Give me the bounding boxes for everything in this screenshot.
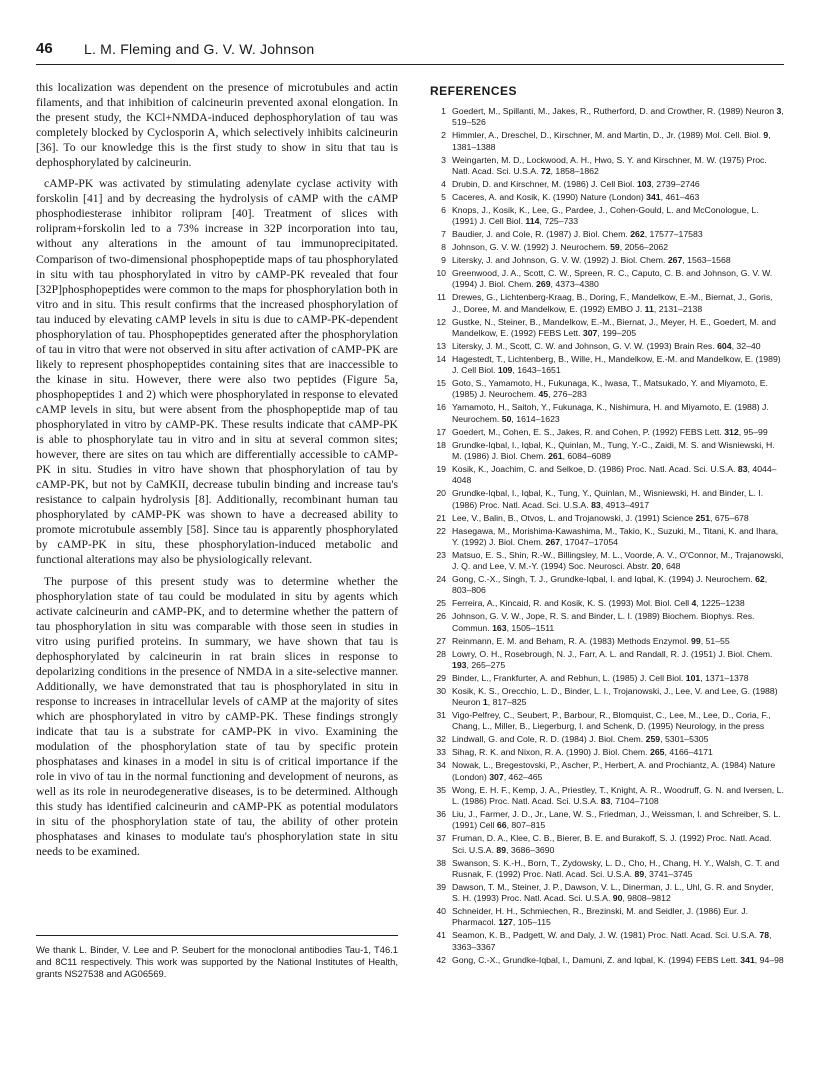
reference-citation: Lowry, O. H., Rosebrough, N. J., Farr, A. L. and Randall, R. J. (1951) J. Biol. Chem. [452,648,773,659]
reference-citation: Gustke, N., Steiner, B., Mandelkow, E.-M., Biernat, J., Meyer, H. E., Goedert, M. and Mandelkow, E. (1992) FEBS Lett. [452,316,776,338]
reference-pages: 3741–3745 [649,868,693,879]
reference-citation: Litersky, J. and Johnson, G. V. W. (1992) J. Biol. Chem. [452,255,666,266]
running-authors: L. M. Fleming and G. V. W. Johnson [84,41,315,57]
reference-pages: 105–115 [517,917,551,928]
reference-volume: 59 [610,242,620,253]
reference-citation: Johnson, G. V. W. (1992) J. Neurochem. [452,242,608,253]
reference-citation: Seamon, K. B., Padgett, W. and Daly, J. W. (1981) Proc. Natl. Acad. Sci. U.S.A. [452,930,757,941]
references-column [426,84,784,968]
reference-pages: 462–465 [508,771,543,782]
reference-citation: Sihag, R. K. and Nixon, R. A. (1990) J. Biol. Chem. [452,747,648,758]
reference-volume: 89 [496,844,507,855]
reference-text: Caceres, A. and Kosik, K. (1990) Nature (London) 341, 461–463 [452,191,700,202]
reference-text: Swanson, S. K.-H., Born, T., Zydowsky, L. D., Cho, H., Chang, H. Y., Walsh, C. T. and Rusnak, F. (1992) Proc. Natl. Acad. Sci. U.S.A. 89, 3741–3745 [452,857,780,879]
reference-volume: 101 [685,672,701,683]
acknowledgements: We thank L. Binder, V. Lee and P. Seubert for the monoclonal antibodies Tau-1, T46.1 and 8C11 respectively. This work was supported by the National Institutes of Health, grants NS27538 and AG06569. [36,935,398,980]
reference-volume: 604 [717,340,732,351]
reference-number: 12 [436,316,446,327]
reference-number: 8 [441,242,446,253]
reference-item [426,526,784,549]
reference-volume: 78 [759,930,770,941]
reference-text: Gong, C.-X., Grundke-Iqbal, I., Damuni, Z. and Iqbal, K. (1994) FEBS Lett. 341, 94–98 [452,954,784,965]
reference-number: 17 [436,426,446,437]
reference-text: Grundke-Iqbal, I., Iqbal, K., Tung, Y., Quinlan, M., Wisniewski, H. and Binder, L. I. (1986) Proc. Natl. Acad. Sci. U.S.A. 83, 4913–4917 [452,488,764,510]
reference-item [426,130,784,153]
reference-volume: 45 [538,389,549,400]
reference-item [426,858,784,881]
reference-item [426,242,784,253]
reference-volume: 62 [755,574,765,585]
reference-pages: 1858–1862 [555,165,599,176]
reference-text: Weingarten, M. D., Lockwood, A. H., Hwo, S. Y. and Kirschner, M. W. (1975) Proc. Natl. Acad. Sci. U.S.A. 72, 1858–1862 [452,154,767,176]
reference-text: Binder, L., Frankfurter, A. and Rebhun, L. (1985) J. Cell Biol. 101, 1371–1378 [452,672,749,683]
reference-item [426,882,784,905]
reference-citation: Litersky, J. M., Scott, C. W. and Johnson, G. V. W. (1993) Brain Res. [452,340,715,351]
reference-citation: Hasegawa, M., Morishima-Kawashima, M., Takio, K., Suzuki, M., Titani, K. and Ihara, Y. (1992) J. Biol. Chem. [452,525,779,547]
reference-pages: 51–55 [705,635,730,646]
reference-citation: Baudier, J. and Cole, R. (1987) J. Biol. Chem. [452,229,628,240]
reference-citation: Hagestedt, T., Lichtenberg, B., Wille, H., Mandelkow, E.-M. and Mandelkow, E. (1989) J. Cell Biol. [452,353,781,376]
reference-volume: 66 [496,820,507,831]
reference-text: Lee, V., Balin, B., Otvos, L. and Trojanowski, J. (1991) Science 251, 675–678 [452,512,749,523]
reference-volume: 341 [740,954,755,965]
reference-volume: 3 [776,106,782,116]
reference-number: 16 [436,402,446,413]
reference-item [426,930,784,953]
reference-citation: Dawson, T. M., Steiner, J. P., Dawson, V. L., Dinerman, J. L., Uhl, G. R. and Snyder, S. H. (1993) Proc. Natl. Acad. Sci. U.S.A. [452,881,774,904]
reference-pages: 95–99 [743,426,768,437]
reference-item [426,378,784,401]
reference-citation: Johnson, G. V. W., Jope, R. S. and Binder, L. I. (1989) Biochem. Biophys. Res. Commun. [452,611,755,633]
reference-citation: Lindwall, G. and Cole, R. D. (1984) J. Biol. Chem. [452,734,644,745]
reference-item [426,611,784,634]
reference-text [452,710,784,733]
reference-item [426,760,784,783]
reference-citation: Himmler, A., Dreschel, D., Kirschner, M. and Martin, D., Jr. (1989) Mol. Cell. Biol. [452,130,761,141]
reference-item [426,488,784,511]
reference-citation: Gong, C.-X., Grundke-Iqbal, I., Damuni, Z. and Iqbal, K. (1994) FEBS Lett. [452,954,738,965]
reference-number: 22 [436,525,446,536]
reference-pages: 5301–5305 [664,734,709,745]
reference-number: 15 [436,378,446,389]
reference-text: Drewes, G., Lichtenberg-Kraag, B., Doring, F., Mandelkow, E.-M., Biernat, J., Goris, J., Doree, M. and Mandelkow, E. (1992) EMBO J. 11, 2131–2138 [452,292,773,314]
reference-item [426,598,784,609]
reference-item [426,734,784,745]
reference-citation: Gong, C.-X., Singh, T. J., Grundke-Iqbal, I. and Iqbal, K. (1994) J. Neurochem. [452,574,753,585]
reference-number: 23 [436,549,446,560]
reference-item [426,673,784,684]
reference-number: 34 [436,760,446,771]
reference-pages: 32–40 [736,340,761,351]
reference-text: Sihag, R. K. and Nixon, R. A. (1990) J. Biol. Chem. 265, 4166–4171 [452,747,713,758]
reference-number: 26 [436,611,446,622]
reference-item [426,649,784,672]
reference-citation: Yamamoto, H., Saitoh, Y., Fukunaga, K., Nishimura, H. and Miyamoto, E. (1988) J. Neurochem. [452,402,769,424]
reference-item [426,747,784,758]
reference-volume: 20 [651,561,662,572]
body-text-column [36,80,398,865]
reference-citation: Kosik, K., Joachim, C. and Selkoe, D. (1986) Proc. Natl. Acad. Sci. U.S.A. [452,463,736,474]
reference-text: Liu, J., Farmer, J. D., Jr., Lane, W. S., Friedman, J., Weissman, I. and Schreiber, S. L. (1991) Cell 66, 807–815 [452,808,781,831]
reference-volume: 193 [452,659,467,670]
reference-text: Goedert, M., Cohen, E. S., Jakes, R. and Cohen, P. (1992) FEBS Lett. 312, 95–99 [452,426,768,437]
reference-pages: 94–98 [759,954,784,965]
reference-number: 2 [441,130,446,141]
reference-number: 25 [436,598,446,609]
reference-number: 36 [436,808,446,819]
reference-text: Lindwall, G. and Cole, R. D. (1984) J. Biol. Chem. 259, 5301–5305 [452,734,709,745]
reference-text: Kosik, K., Joachim, C. and Selkoe, D. (1986) Proc. Natl. Acad. Sci. U.S.A. 83, 4044–4048 [452,463,777,486]
reference-volume: 312 [724,426,739,437]
reference-text: Matsuo, E. S., Shin, R.-W., Billingsley, M. L., Voorde, A. V., O'Connor, M., Trajanowski, J. Q. and Lee, V. M.-Y. (1994) Soc. Neurosci. Abstr. 20, 648 [452,549,784,572]
reference-item [426,785,784,808]
reference-citation: Fruman, D. A., Klee, C. B., Bierer, B. E. and Burakoff, S. J. (1992) Proc. Natl. Acad. Sci. U.S.A. [452,833,772,855]
reference-pages: 4373–4380 [555,279,599,290]
reference-pages: 1371–1378 [705,672,749,683]
reference-text: Johnson, G. V. W. (1992) J. Neurochem. 59, 2056–2062 [452,242,669,253]
reference-volume: 269 [536,279,551,290]
reference-citation: Goedert, M., Cohen, E. S., Jakes, R. and Cohen, P. (1992) FEBS Lett. [452,426,722,437]
reference-text: Greenwood, J. A., Scott, C. W., Spreen, R. C., Caputo, C. B. and Johnson, G. V. W. (1994) J. Biol. Chem. 269, 4373–4380 [452,268,773,290]
reference-text: Ferreira, A., Kincaid, R. and Kosik, K. S. (1993) Mol. Biol. Cell 4, 1225–1238 [452,598,745,609]
reference-item [426,106,784,129]
reference-pages: 6084–6089 [567,451,611,461]
reference-volume: 83 [737,463,748,474]
reference-volume: 127 [498,917,513,928]
reference-number: 29 [436,672,446,683]
reference-text: Litersky, J. M., Scott, C. W. and Johnson, G. V. W. (1993) Brain Res. 604, 32–40 [452,340,761,351]
reference-number: 4 [441,178,446,189]
reference-citation: Ferreira, A., Kincaid, R. and Kosik, K. S. (1993) Mol. Biol. Cell [452,598,690,609]
reference-pages: 265–275 [471,659,506,670]
reference-volume: 72 [540,165,551,176]
reference-volume: 9 [763,130,769,141]
reference-volume: 89 [634,868,645,879]
reference-pages: 461–463 [665,191,700,202]
reference-citation: Drubin, D. and Kirschner, M. (1986) J. Cell Biol. [452,178,635,189]
reference-text: Drubin, D. and Kirschner, M. (1986) J. Cell Biol. 103, 2739–2746 [452,178,700,189]
reference-text: Yamamoto, H., Saitoh, Y., Fukunaga, K., Nishimura, H. and Miyamoto, E. (1988) J. Neurochem. 50, 1614–1623 [452,402,769,424]
reference-number: 9 [441,255,446,266]
reference-item [426,636,784,647]
reference-item [426,155,784,178]
reference-text: Gustke, N., Steiner, B., Mandelkow, E.-M., Biernat, J., Meyer, H. E., Goedert, M. and Mandelkow, E. (1992) FEBS Lett. 307, 199–205 [452,316,776,338]
reference-citation: Schneider, H. H., Schmiechen, R., Brezinski, M. and Seidler, J. (1986) Eur. J. Pharmacol. [452,906,748,928]
reference-number: 39 [436,881,446,892]
reference-text: Gong, C.-X., Singh, T. J., Grundke-Iqbal, I. and Iqbal, K. (1994) J. Neurochem. 62, 803–806 [452,574,768,596]
reference-number: 19 [436,463,446,474]
reference-text: Hagestedt, T., Lichtenberg, B., Wille, H., Mandelkow, E.-M. and Mandelkow, E. (1989) J. Cell Biol. 109, 1643–1651 [452,353,781,376]
reference-text: Dawson, T. M., Steiner, J. P., Dawson, V. L., Dinerman, J. L., Uhl, G. R. and Snyder, S. H. (1993) Proc. Natl. Acad. Sci. U.S.A. 90, 9808–9812 [452,881,774,904]
reference-pages: 807–815 [511,820,546,831]
reference-text: Lowry, O. H., Rosebrough, N. J., Farr, A. L. and Randall, R. J. (1951) J. Biol. Chem. 193, 265–275 [452,648,773,670]
reference-number: 27 [436,635,446,646]
reference-item [426,464,784,487]
reference-item [426,955,784,966]
reference-number: 31 [436,710,446,721]
reference-number: 10 [436,268,446,279]
reference-item [426,833,784,856]
reference-citation: Binder, L., Frankfurter, A. and Rebhun, L. (1985) J. Cell Biol. [452,672,684,683]
reference-pages: 7104–7108 [615,796,659,806]
paragraph: cAMP-PK was activated by stimulating adenylate cyclase activity with forskolin [41] and by decreasing the hydrolysis of cAMP with the cAMP phosphodiesterase inhibitor rolipram [40]. Treatment of slices with rolipram+forskolin led to a 73% increase in 32P incorporation into tau, without any alterations in the amount of tau immunoprecipitated. Comparison of two-dimensional phosphopeptide maps of tau phosphorylated in situ with tau phosphorylated in vitro by cAMP-PK revealed that four [32P]phosphopeptides were common to the maps for phosphorylation both in vitro and in situ. This result confirms that the increased phosphorylation of tau induced by elevating cAMP levels in situ is due to cAMP-PK-dependent phosphorylation of tau. Phosphopeptides generated after the phosphorylation of tau in vitro that were not observed in situ after activation of cAMP-PK are likely to represent phosphopeptides containing sites that are inaccessible to the kinase in situ. However, there were also two peptides (Figure 5a, phosphopeptides 1 and 2) which were phosphorylated in response to elevated cAMP levels in situ, but were absent from the phosphopeptide map of tau phosphorylated in vitro by cAMP-PK. These results indicate that cAMP-PK is able to phosphorylate tau in vitro and in situ at several common sites; however, there are sites on tau which are differentially accessible to cAMP-PK in situ. Studies in vitro have shown that phosphorylation of tau by cAMP-PK, but not by CaMKII, decrease tubulin binding and increase tau's resistance to calpain hydrolysis [8]. Additionally, recombinant human tau phosphorylated by cAMP-PK was shown to have a decreased ability to promote microtubule assembly [58]. Since tau is apparently phosphorylated by cAMP-PK in situ, these phosphorylation-induced metabolic and functional alterations may also be physiologically relevant. [36,177,398,567]
reference-number: 30 [436,685,446,696]
reference-text: Goto, S., Yamamoto, H., Fukunaga, K., Iwasa, T., Matsukado, Y. and Miyamoto, E. (1985) J. Neurochem. 45, 276–283 [452,378,768,400]
reference-citation: Weingarten, M. D., Lockwood, A. H., Hwo, S. Y. and Kirschner, M. W. (1975) Proc. Natl. Acad. Sci. U.S.A. [452,154,767,176]
reference-citation: Drewes, G., Lichtenberg-Kraag, B., Doring, F., Mandelkow, E.-M., Biernat, J., Goris, J., Doree, M. and Mandelkow, E. (1992) EMBO J. [452,292,773,314]
reference-item [426,686,784,709]
reference-text: Kosik, K. S., Orecchio, L. D., Binder, L. I., Trojanowski, J., Lee, V. and Lee, G. (1988) Neuron 1, 817–825 [452,685,778,708]
reference-item [426,354,784,377]
reference-text: Hasegawa, M., Morishima-Kawashima, M., Takio, K., Suzuki, M., Titani, K. and Ihara, Y. (1992) J. Biol. Chem. 267, 17047–17054 [452,525,779,547]
reference-item [426,341,784,352]
reference-volume: 262 [630,229,645,240]
reference-volume: 50 [501,413,512,424]
reference-pages: 1381–1388 [452,141,496,152]
reference-volume: 259 [645,734,661,745]
reference-item [426,402,784,425]
reference-number: 14 [436,353,446,364]
reference-item [426,427,784,438]
reference-number: 33 [436,747,446,758]
reference-pages: 2056–2062 [624,242,669,253]
reference-citation: Liu, J., Farmer, J. D., Jr., Lane, W. S., Friedman, J., Weissman, I. and Schreiber, S. L. (1991) Cell [452,808,781,831]
reference-citation: Greenwood, J. A., Scott, C. W., Spreen, R. C., Caputo, C. B. and Johnson, G. V. W. (1994) J. Biol. Chem. [452,268,773,290]
reference-pages: 2739–2746 [656,178,700,189]
reference-item [426,255,784,266]
reference-item [426,205,784,228]
reference-pages: 17577–17583 [649,229,703,240]
running-header [36,40,784,65]
reference-number: 40 [436,906,446,917]
reference-citation: Grundke-Iqbal, I., Iqbal, K., Quinlan, M., Tung, Y.-C., Zaidi, M. S. and Wisniewski, H. M. (1986) J. Biol. Chem. [452,439,775,461]
reference-pages: 1614–1623 [516,413,560,424]
reference-volume: 265 [649,747,665,758]
reference-pages: 3363–3367 [452,941,496,952]
reference-citation: Kosik, K. S., Orecchio, L. D., Binder, L. I., Trojanowski, J., Lee, V. and Lee, G. (1988) Neuron [452,685,778,708]
reference-item [426,292,784,315]
reference-citation: Swanson, S. K.-H., Born, T., Zydowsky, L. D., Cho, H., Chang, H. Y., Walsh, C. T. and Rusnak, F. (1992) Proc. Natl. Acad. Sci. U.S.A. [452,857,780,879]
reference-text: Schneider, H. H., Schmiechen, R., Brezinski, M. and Seidler, J. (1986) Eur. J. Pharmacol. 127, 105–115 [452,906,748,928]
reference-item [426,229,784,240]
reference-pages: 4044–4048 [452,463,777,486]
reference-number: 24 [436,574,446,585]
reference-text: Johnson, G. V. W., Jope, R. S. and Binder, L. I. (1989) Biochem. Biophys. Res. Commun. 163, 1505–1511 [452,611,755,633]
reference-pages: 519–526 [452,117,486,128]
page-number: 46 [36,40,53,57]
reference-pages: 1643–1651 [517,365,561,376]
reference-number: 28 [436,648,446,659]
reference-number: 11 [436,292,446,303]
reference-text: Grundke-Iqbal, I., Iqbal, K., Quinlan, M., Tung, Y.-C., Zaidi, M. S. and Wisniewski, H. M. (1986) J. Biol. Chem. 261, 6084–6089 [452,439,775,461]
reference-citation: Caceres, A. and Kosik, K. (1990) Nature (London) [452,191,644,202]
reference-volume: 103 [636,178,652,189]
reference-item [426,268,784,291]
reference-volume: 251 [695,512,711,523]
reference-pages: 4166–4171 [669,747,713,758]
reference-pages: 1563–1568 [687,255,731,266]
reference-volume: 307 [582,327,598,338]
reference-number: 21 [436,512,446,523]
reference-text: Litersky, J. and Johnson, G. V. W. (1992) J. Biol. Chem. 267, 1563–1568 [452,255,731,266]
reference-volume: 267 [545,536,561,547]
reference-item [426,906,784,929]
reference-volume: 83 [600,796,611,806]
reference-number: 37 [436,833,446,844]
reference-number: 7 [441,229,446,240]
reference-volume: 99 [691,635,701,646]
reference-volume: 261 [548,451,563,461]
reference-number: 13 [436,340,446,351]
reference-volume: 11 [644,303,654,314]
reference-text: Fruman, D. A., Klee, C. B., Bierer, B. E. and Burakoff, S. J. (1992) Proc. Natl. Acad. Sci. U.S.A. 89, 3686–3690 [452,833,772,855]
reference-volume: 90 [612,893,623,904]
reference-number: 32 [436,734,446,745]
reference-item [426,513,784,524]
reference-volume: 307 [489,771,504,782]
reference-pages: 675–678 [714,512,749,523]
reference-pages: 17047–17054 [564,536,619,547]
reference-volume: 114 [525,216,540,227]
reference-pages: 1225–1238 [701,598,745,609]
reference-item [426,809,784,832]
reference-number: 1 [441,106,446,116]
reference-item [426,179,784,190]
reference-item [426,574,784,597]
reference-volume: 83 [591,499,601,510]
reference-citation: Reinmann, E. M. and Beham, R. A. (1983) Methods Enzymol. [452,635,689,646]
reference-citation: Matsuo, E. S., Shin, R.-W., Billingsley, M. L., Voorde, A. V., O'Connor, M., Trajanowski, J. Q. and Lee, V. M.-Y. (1994) Soc. Neurosci. Abstr. [452,549,784,572]
reference-pages: 4913–4917 [605,499,650,510]
reference-text: Knops, J., Kosik, K., Lee, G., Pardee, J., Cohen-Gould, L. and McConologue, L. (1991) J. Cell Biol. 114, 725–733 [452,204,759,227]
reference-text: Himmler, A., Dreschel, D., Kirschner, M. and Martin, D., Jr. (1989) Mol. Cell. Biol. 9, 1381–1388 [452,130,771,152]
reference-number: 41 [436,930,446,941]
reference-pages: 2131–2138 [658,303,703,314]
reference-volume: 109 [497,365,513,376]
reference-number: 18 [436,439,446,450]
reference-citation: Goto, S., Yamamoto, H., Fukunaga, K., Iwasa, T., Matsukado, Y. and Miyamoto, E. (1985) J. Neurochem. [452,378,768,400]
paragraph: The purpose of this present study was to determine whether the phosphorylation state of tau could be modulated in situ by agents which activate calcineurin and cAMP-PK, and to determine whether the pattern of tau phosphorylation in situ was comparable with those seen in studies in vitro using purified proteins. In summary, we have shown that tau is dephosphorylated by calcineurin in rat brain slices in response to depolarizing conditions in the presence of NMDA in a site-selective manner. Additionally, we have demonstrated that tau is phosphorylated in situ in response to increases in intracellular levels of cAMP at the majority of sites which are phosphorylated in vitro by cAMP-PK. These findings strongly indicate that tau is a substrate for cAMP-PK in vivo. Examining the modulation of the phosphorylation state of tau by specific protein phosphatases and kinases in a model in situ is of critical importance if the role in vivo of tau in the normal functioning and development of neurons, as well as its role in neurodegenerative diseases, is to be determined. Although this study has identified calcineurin and cAMP-PK as potential modulators in situ of the phosphorylation state of tau, the ability of other protein phosphatases and kinases to modulate tau's phosphorylation state in situ needs to be examined. [36,574,398,859]
reference-pages: 9808–9812 [627,893,671,904]
reference-pages: 3686–3690 [510,844,555,855]
reference-pages: 1505–1511 [511,622,555,633]
reference-text: Goedert, M., Spillanti, M., Jakes, R., Rutherford, D. and Crowther, R. (1989) Neuron 3, 519–526 [452,106,784,128]
reference-number: 38 [436,857,446,868]
reference-volume: 4 [691,598,697,609]
reference-item [426,440,784,463]
reference-citation: Nowak, L., Bregestovski, P., Ascher, P., Herbert, A. and Prochiantz, A. (1984) Nature (London) [452,760,776,782]
reference-number: 42 [436,954,446,965]
reference-volume: 341 [646,191,661,202]
reference-citation: Lee, V., Balin, B., Otvos, L. and Trojanowski, J. (1991) Science [452,512,694,523]
reference-number: 20 [436,488,446,499]
reference-citation: Vigo-Pelfrey, C., Seubert, P., Barbour, R., Blomquist, C., Lee, M., Lee, D., Coria, F., Chang, L., Miller, B., Liegerburg, I. and Schenk, D. (1995) Neurology, in the press [452,710,771,732]
reference-text: Baudier, J. and Cole, R. (1987) J. Biol. Chem. 262, 17577–17583 [452,229,703,240]
reference-pages: 817–825 [492,697,527,708]
reference-text: Seamon, K. B., Padgett, W. and Daly, J. W. (1981) Proc. Natl. Acad. Sci. U.S.A. 78, 3363–3367 [452,930,772,952]
reference-pages: 199–205 [602,327,637,338]
reference-number: 35 [436,784,446,795]
reference-volume: 163 [492,622,507,633]
reference-citation: Wong, E. H. F., Kemp, J. A., Priestley, T., Knight, A. R., Woodruff, G. N. and Iversen, L. L. (1986) Proc. Natl. Acad. Sci. U.S.A. [452,784,784,806]
reference-number: 3 [441,154,446,165]
reference-number: 5 [441,191,446,202]
reference-pages: 276–283 [552,389,587,400]
paragraph: this localization was dependent on the presence of microtubules and actin filaments, and that inhibition of calcineurin prevented axonal elongation. In the present study, the KCl+NMDA-induced dephosphorylation of tau was completely blocked by Cyclosporin A, which selectively inhibits calcineurin [36]. To our knowledge this is the first study to show in situ that tau is dephosphorylated by calcineurin. [36,81,398,170]
reference-text: Wong, E. H. F., Kemp, J. A., Priestley, T., Knight, A. R., Woodruff, G. N. and Iversen, L. L. (1986) Proc. Natl. Acad. Sci. U.S.A. 83, 7104–7108 [452,784,784,806]
reference-citation: Knops, J., Kosik, K., Lee, G., Pardee, J., Cohen-Gould, L. and McConologue, L. (1991) J. Cell Biol. [452,204,759,227]
reference-text: Reinmann, E. M. and Beham, R. A. (1983) Methods Enzymol. 99, 51–55 [452,635,730,646]
reference-volume: 1 [482,697,488,708]
reference-citation: Goedert, M., Spillanti, M., Jakes, R., Rutherford, D. and Crowther, R. (1989) Neuron [452,106,775,116]
reference-number: 6 [441,204,446,215]
reference-item [426,317,784,340]
reference-pages: 648 [665,561,681,572]
reference-citation: Grundke-Iqbal, I., Iqbal, K., Tung, Y., Quinlan, M., Wisniewski, H. and Binder, L. I. (1986) Proc. Natl. Acad. Sci. U.S.A. [452,488,764,510]
reference-item [426,550,784,573]
reference-list [426,106,784,966]
reference-text: Nowak, L., Bregestovski, P., Ascher, P., Herbert, A. and Prochiantz, A. (1984) Nature (London) 307, 462–465 [452,760,776,782]
reference-pages: 803–806 [452,585,486,596]
reference-pages: 725–733 [544,216,579,227]
reference-item [426,710,784,733]
reference-volume: 267 [667,255,683,266]
references-heading: REFERENCES [430,84,518,98]
reference-item [426,192,784,203]
